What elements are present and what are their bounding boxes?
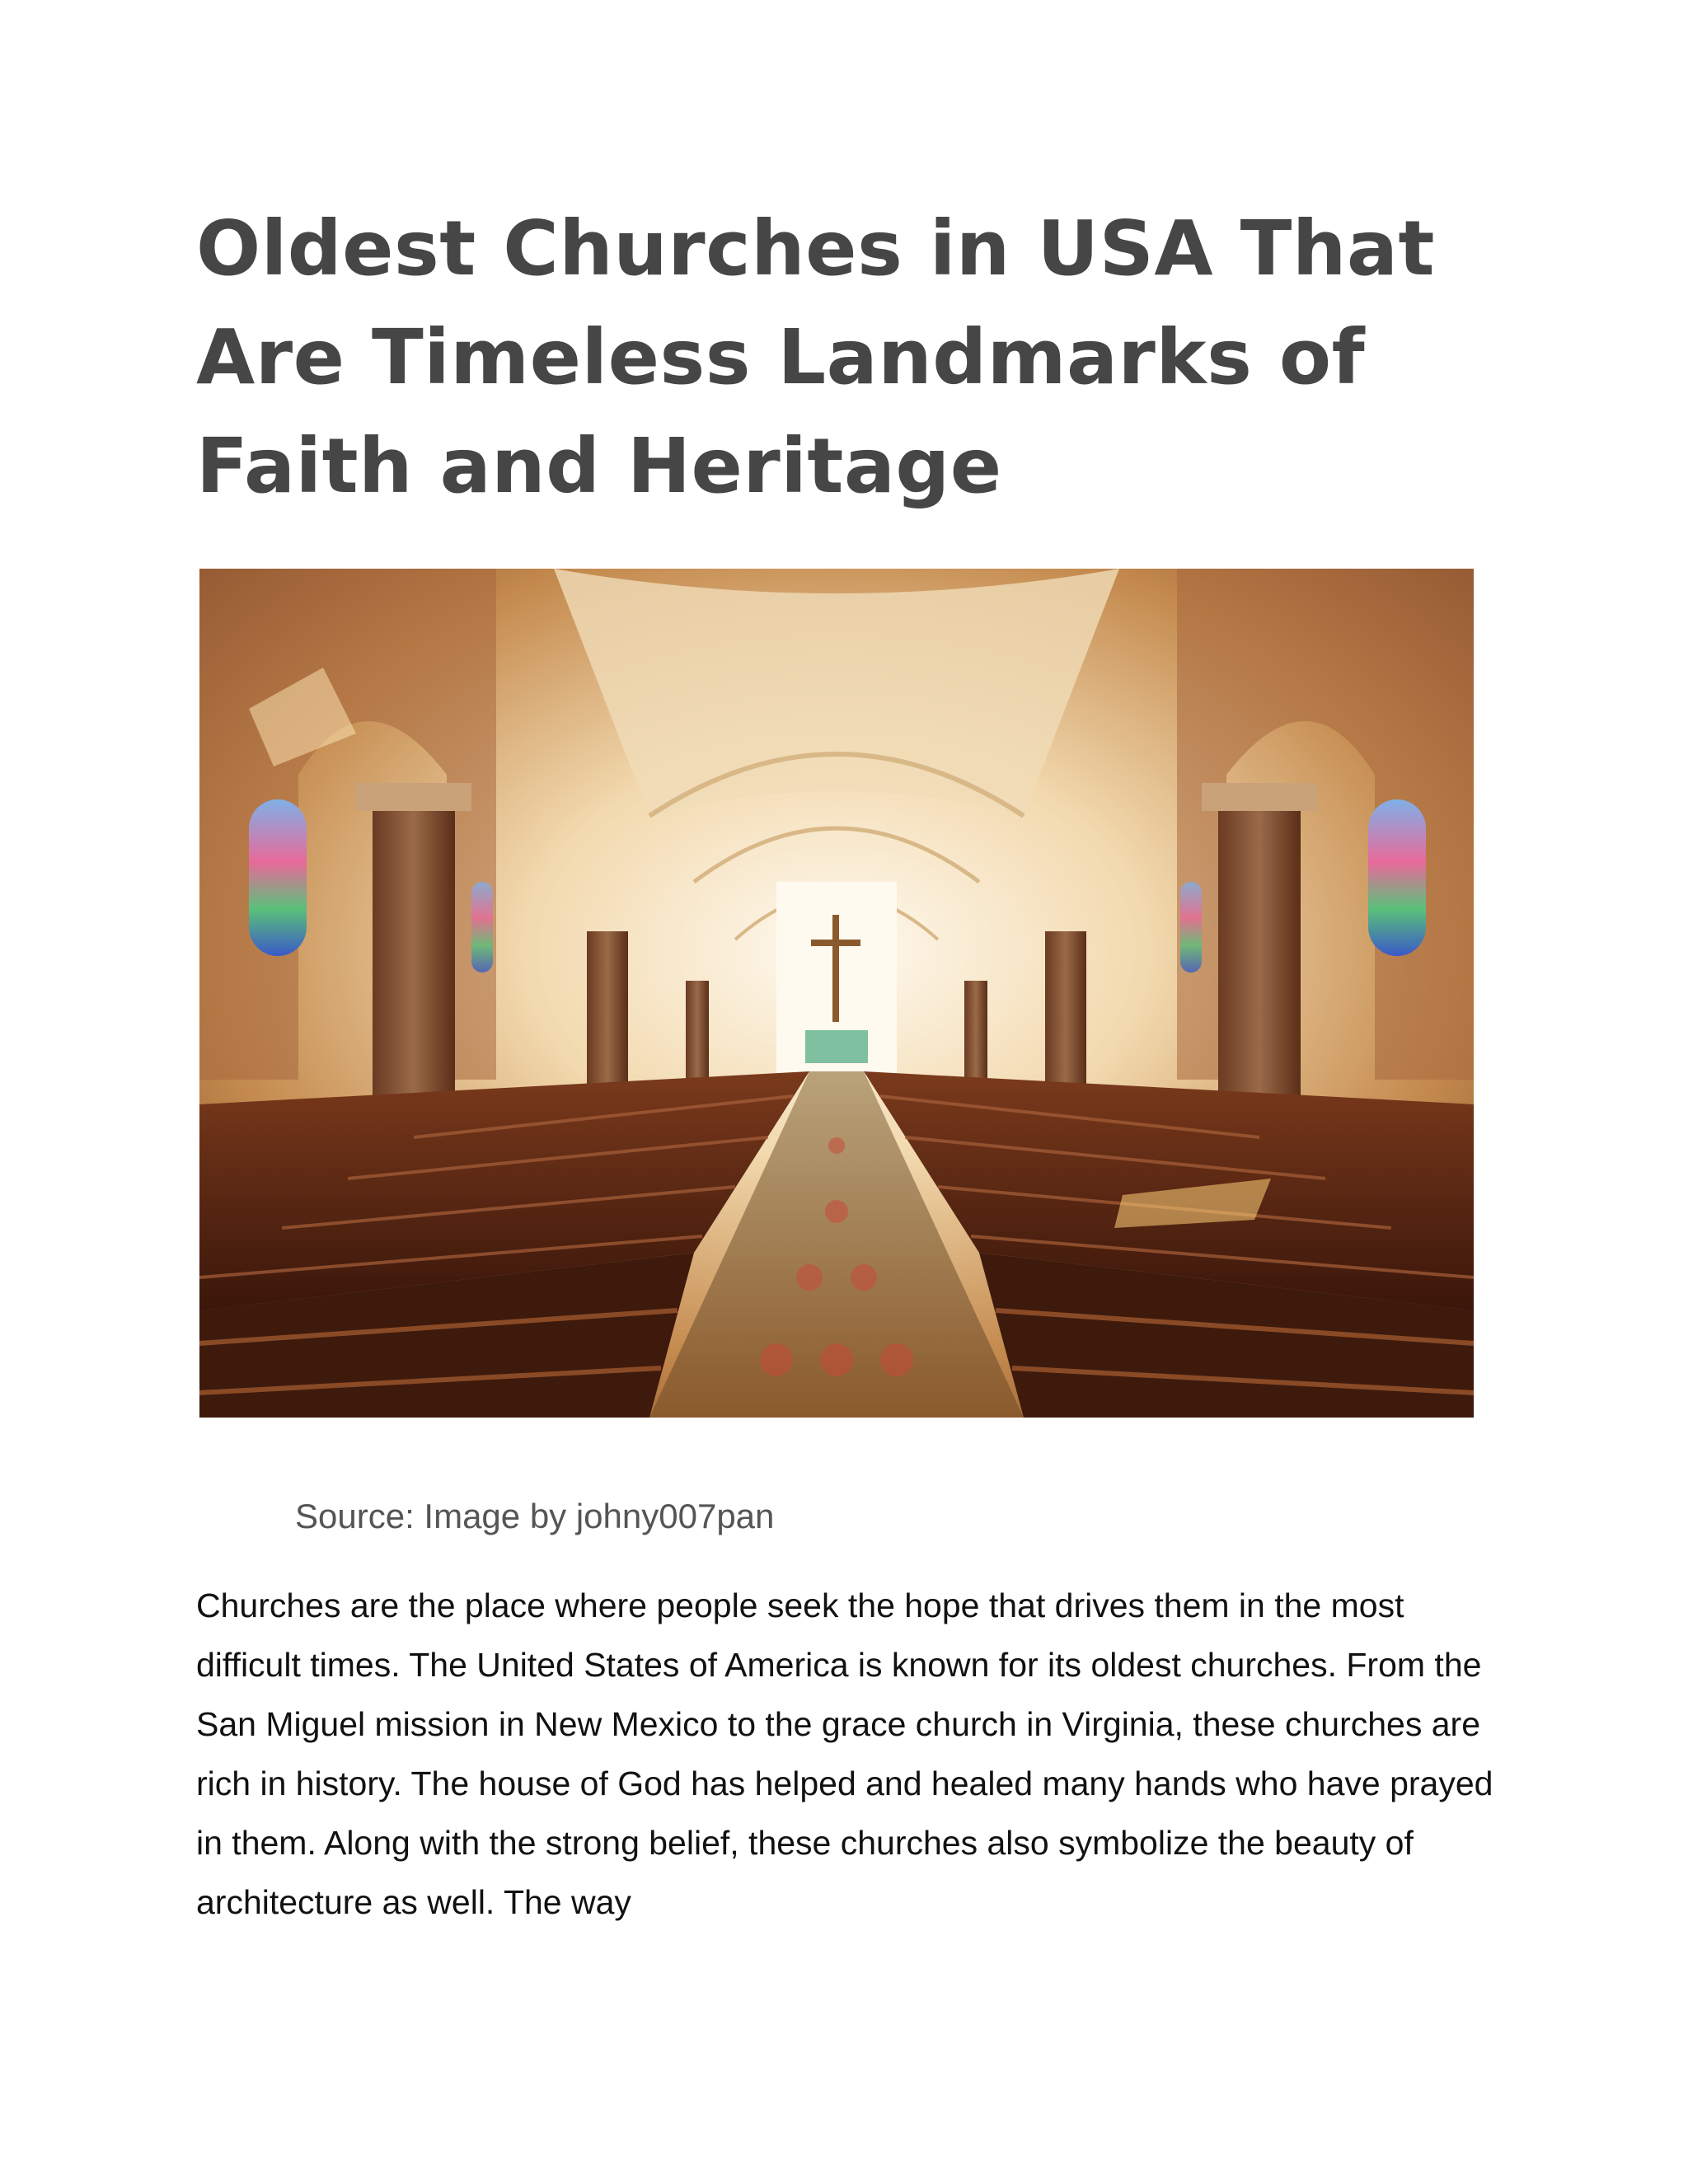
article-title: Oldest Churches in USA That Are Timeless Landmarks of Faith and Heritage [196, 204, 1435, 510]
intro-paragraph: Churches are the place where people seek the hope that drives them in the most difficult times. The United States of America is known for its oldest churches. From the San Miguel mission in New Mexico to the grace church in Virginia, these churches are rich in history. The house of God has helped and healed many hands who have prayed in them. Along with the strong belief, these churches also symbolize the beauty of architecture as well. The way [196, 1586, 1493, 1921]
church-interior-image [199, 569, 1474, 1418]
image-caption: Source: Image by johny007pan [295, 1497, 775, 1535]
